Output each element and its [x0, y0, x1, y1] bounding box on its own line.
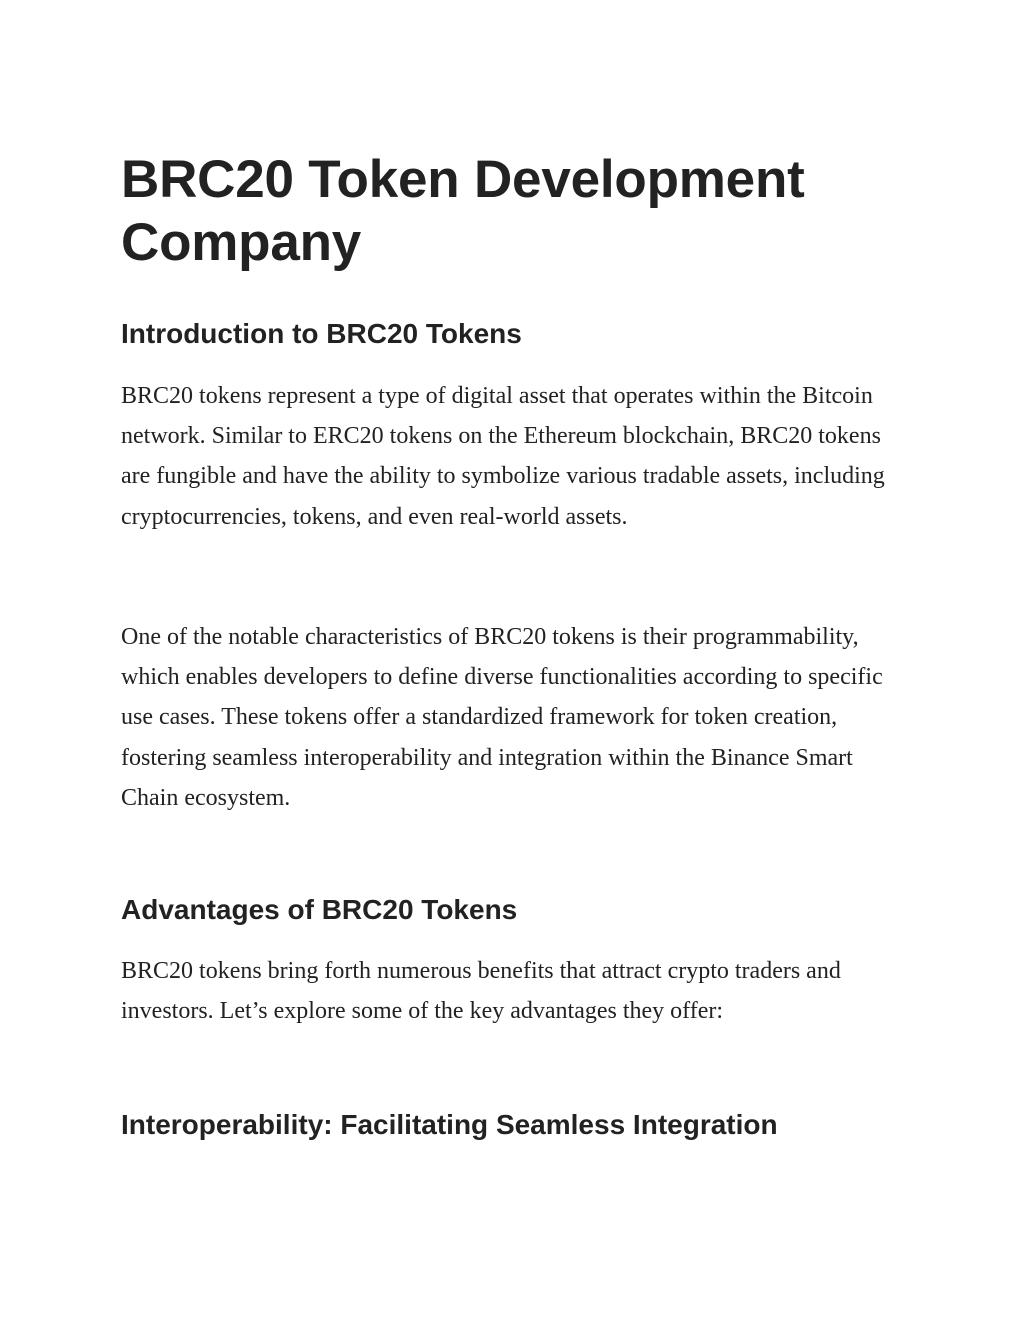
section-heading-interoperability: Interoperability: Facilitating Seamless Integration [121, 1109, 778, 1140]
section-heading-advantages: Advantages of BRC20 Tokens [121, 894, 518, 925]
paragraph-introduction-1: BRC20 tokens represent a type of digital asset that operates within the Bitcoin network. Similar to ERC20 tokens on the Ethereum blockchain, BRC20 tokens are fungible and have the ability to symbolize various tradable assets, including cryptocurrencies, tokens, and even real-world assets. [121, 383, 885, 530]
paragraph-introduction-2: One of the notable characteristics of BRC20 tokens is their programmability, which enables developers to define diverse functionalities according to specific use cases. These tokens offer a standardized framework for token creation, fostering seamless interoperability and integration within the Binance Smart Chain ecosystem. [121, 624, 883, 811]
page-title-line-2: Company [121, 213, 362, 272]
page-title [121, 148, 805, 274]
page-title-line-1: BRC20 Token Development [121, 150, 805, 209]
section-heading-introduction: Introduction to BRC20 Tokens [121, 318, 522, 349]
paragraph-advantages-1: BRC20 tokens bring forth numerous benefits that attract crypto traders and investors. Let’s explore some of the key advantages they offer: [121, 958, 841, 1025]
